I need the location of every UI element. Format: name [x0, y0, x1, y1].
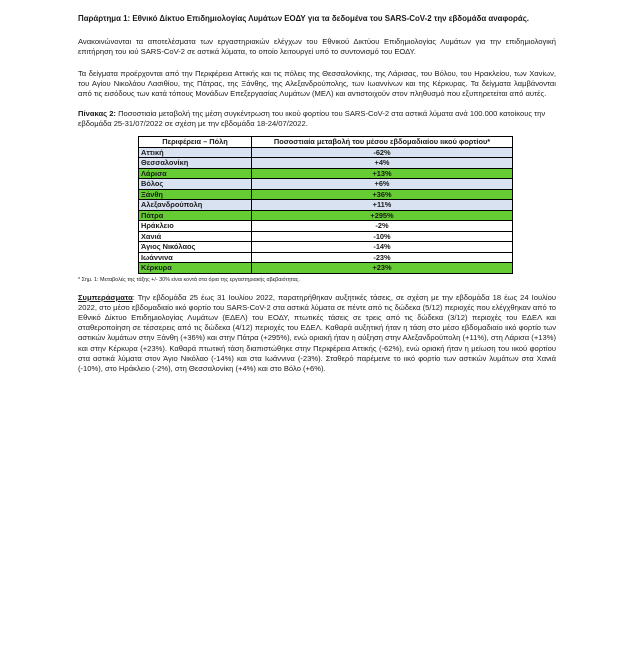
table-row [139, 189, 513, 200]
table-caption [78, 109, 556, 129]
table-footnote: * Σημ. 1: Μεταβολές της τάξης +/- 30% είναι κοντά στα όρια της εργαστηριακής αβεβαιότητας. [78, 276, 300, 283]
region-cell: Κέρκυρα [139, 263, 252, 274]
change-cell: +4% [252, 158, 513, 169]
table-row [139, 147, 513, 158]
change-cell: +13% [252, 168, 513, 179]
region-cell: Πάτρα [139, 210, 252, 221]
table-row [139, 231, 513, 242]
table-row [139, 221, 513, 232]
change-cell: -14% [252, 242, 513, 253]
summary-paragraph [78, 293, 556, 375]
region-cell: Λάρισα [139, 168, 252, 179]
table-row [139, 242, 513, 253]
table-row [139, 168, 513, 179]
table-caption-text: Ποσοστιαία μεταβολή της μέση συγκέντρωση του ιικού φορτίου του SARS-CoV-2 στα αστικά λύματα ανά 100.000 κατοίκους την εβδομάδα 25-31/07/2022 σε σχέση με την εβδομάδα 18-24/07/2022. [78, 108, 546, 128]
region-cell: Άγιος Νικόλαος [139, 242, 252, 253]
region-cell: Βόλος [139, 179, 252, 190]
header-change: Ποσοστιαία μεταβολή του μέσου εβδομαδιαίου ιικού φορτίου* [252, 137, 513, 148]
table-caption-label: Πίνακας 2: [78, 108, 116, 118]
change-cell: -23% [252, 252, 513, 263]
change-cell: -2% [252, 221, 513, 232]
table-row [139, 158, 513, 169]
document-page [78, 14, 556, 374]
change-cell: -62% [252, 147, 513, 158]
table-row [139, 263, 513, 274]
region-cell: Ιωάννινα [139, 252, 252, 263]
intro-paragraph: Ανακοινώνονται τα αποτελέσματα των εργαστηριακών ελέγχων του Εθνικού Δικτύου Επιδημιολογίας Λυμάτων για την επιδημιολογική επιτήρηση του ιού SARS-CoV-2 σε αστικά λύματα, το οποίο λειτουργεί υπό το συντονισμό του ΕΟΔΥ. [78, 36, 556, 56]
table-row [139, 179, 513, 190]
annex-title: Παράρτημα 1: Εθνικό Δίκτυο Επιδημιολογίας Λυμάτων ΕΟΔΥ για τα δεδομένα του SARS-CoV-2 την εβδομάδα αναφοράς. [78, 14, 529, 23]
change-cell: -10% [252, 231, 513, 242]
region-cell: Αλεξανδρούπολη [139, 200, 252, 211]
samples-paragraph: Τα δείγματα προέρχονται από την Περιφέρεια Αττικής και τις πόλεις της Θεσσαλονίκης, της Λάρισας, του Βόλου, του Ηρακλείου, των Χανίων, του Αγίου Νικολάου Λασιθίου, της Πάτρας, της Ξάνθης, της Αλεξανδρούπολης, των Ιωαννίνων και της Κέρκυρας. Τα δείγματα λαμβάνονται από τις εισόδους των κατά τόπους Μονάδων Επεξεργασίας Λυμάτων (ΜΕΛ) και αντιστοιχούν στον πληθυσμό που εξυπηρετείται από αυτές. [78, 69, 556, 99]
summary-text: : Την εβδομάδα 25 έως 31 Ιουλίου 2022, παρατηρήθηκαν αυξητικές τάσεις, σε σχέση με την εβδομάδα 18 έως 24 Ιουλίου 2022, στο μέσο εβδομαδιαίο ιικό φορτίο του SARS-CoV-2 στα αστικά λύματα σε πέντε από τις δώδεκα (5/12) περιοχές που ελέγχθηκαν από το Εθνικό Δίκτυο Επιδημιολογίας Λυμάτων (ΕΔΕΛ) του ΕΟΔΥ, πτωτικές τάσεις σε τρεις από τις δώδεκα (3/12) περιοχές του ΕΔΕΛ και σταθεροποίηση σε τέσσερεις από τις δώδεκα (4/12) περιοχές του ΕΔΕΛ. Καθαρά αυξητική ήταν η τάση στο μέσο εβδομαδιαίο ιικό φορτίο των αστικών λυμάτων στην Ξάνθη (+36%) και στην Πάτρα (+295%), ενώ οριακή ήταν η αύξηση στην Αλεξανδρούπολη (+11%), στη Λάρισα (+13%) και στην Κέρκυρα (+23%). Καθαρά πτωτική τάση διαπιστώθηκε στην Περιφέρεια Αττικής (-62%), ενώ οριακή ήταν η μείωση του ιικού φορτίου στα αστικά λύματα στον Άγιο Νικόλαο (-14%) και στα Ιωάννινα (-23%). Σταθερό παρέμεινε το ιικό φορτίο των αστικών λυμάτων στα Χανιά (-10%), στο Ηράκλειο (-2%), στη Θεσσαλονίκη (+4%) και στο Βόλο (+6%). [78, 292, 556, 373]
region-cell: Αττική [139, 147, 252, 158]
region-cell: Χανιά [139, 231, 252, 242]
summary-label: Συμπεράσματα [78, 292, 133, 302]
change-cell: +295% [252, 210, 513, 221]
header-region: Περιφέρεια – Πόλη [139, 137, 252, 148]
region-cell: Ξάνθη [139, 189, 252, 200]
viral-load-table [138, 136, 513, 274]
table-header-row [139, 137, 513, 148]
change-cell: +6% [252, 179, 513, 190]
change-cell: +11% [252, 200, 513, 211]
table-row [139, 252, 513, 263]
region-cell: Θεσσαλονίκη [139, 158, 252, 169]
table-body [139, 147, 513, 273]
table-row [139, 210, 513, 221]
region-cell: Ηράκλειο [139, 221, 252, 232]
change-cell: +23% [252, 263, 513, 274]
change-cell: +36% [252, 189, 513, 200]
table-row [139, 200, 513, 211]
